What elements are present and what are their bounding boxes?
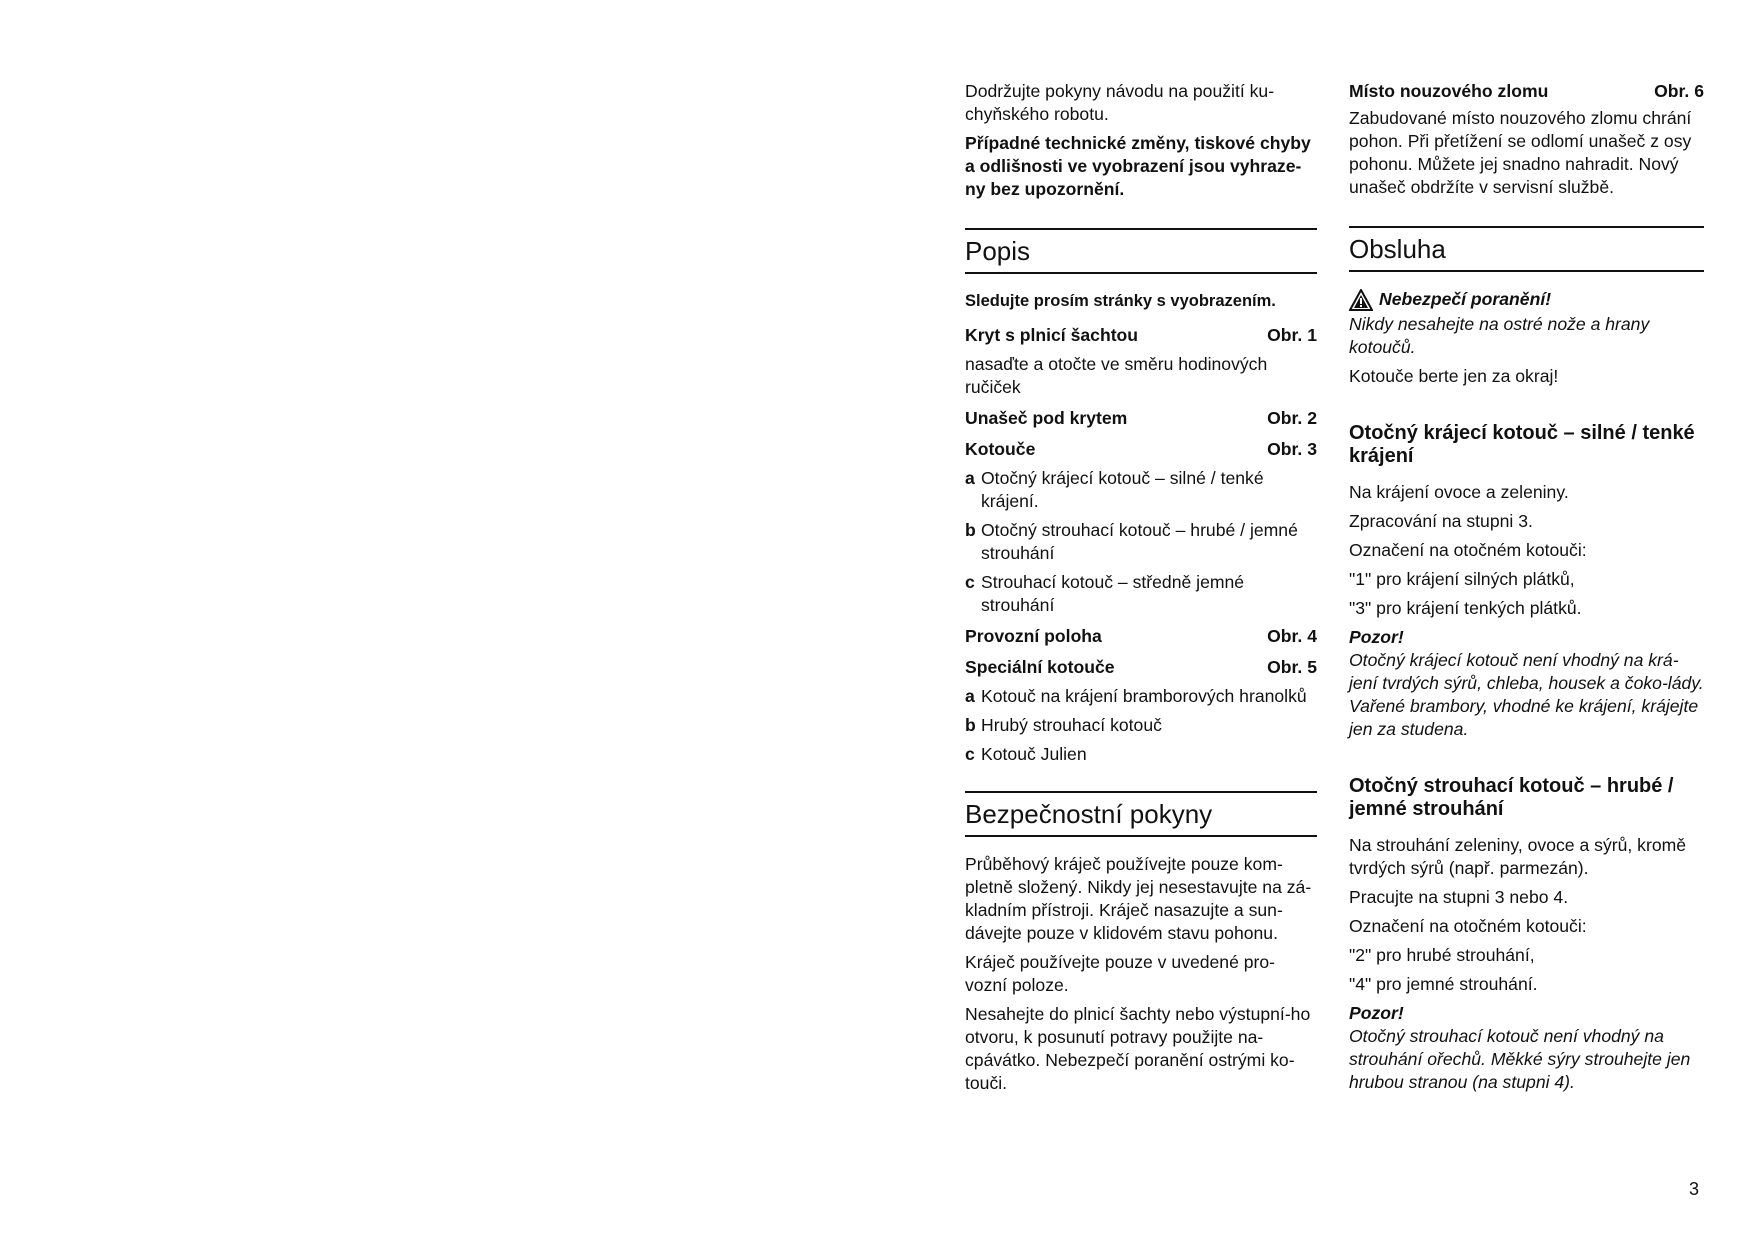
list-item: c Strouhací kotouč – středně jemné strouhání: [965, 572, 1245, 615]
misto-ref: Obr. 6: [1654, 81, 1704, 101]
krajeci-title: Otočný krájecí kotouč – silné / tenké krájení: [1349, 422, 1695, 467]
popis-note: Sledujte prosím stránky s vyobrazením.: [965, 292, 1276, 310]
kryt-ref: Obr. 1: [1267, 325, 1317, 345]
specialni-ref: Obr. 5: [1267, 657, 1317, 677]
text-line: Na strouhání zeleniny, ovoce a sýrů, kromě tvrdých sýrů (např. parmezán).: [1349, 835, 1687, 878]
list-item: a Otočný krájecí kotouč – silné / tenké krájení.: [965, 468, 1264, 511]
kotouce-ref: Obr. 3: [1267, 439, 1317, 459]
popis-heading: [965, 228, 1317, 274]
unasec-row: [965, 407, 1317, 430]
right-column: [1349, 80, 1704, 1094]
warning-title: Nebezpečí poranění!: [1379, 289, 1552, 309]
text-line: Označení na otočném kotouči:: [1349, 540, 1587, 560]
left-column: [965, 80, 1317, 1095]
provozni-label: Provozní poloha: [965, 626, 1102, 646]
pozor-text: Otočný krájecí kotouč není vhodný na krá-jení tvrdých sýrů, chleba, housek a čoko-lády. Vařené brambory, vhodné ke krájení, krájejte jen za studena.: [1349, 650, 1704, 739]
intro-paragraph: Dodržujte pokyny návodu na použití ku-chyňského robotu.: [965, 81, 1275, 124]
unasec-label: Unašeč pod krytem: [965, 408, 1128, 428]
misto-label: Místo nouzového zlomu: [1349, 81, 1549, 101]
kryt-desc: nasaďte a otočte ve směru hodinových ručiček: [965, 354, 1268, 397]
text-line: "2" pro hrubé strouhání,: [1349, 945, 1535, 965]
specialni-label: Speciální kotouče: [965, 657, 1115, 677]
popis-title: Popis: [965, 236, 1031, 266]
kryt-row: [965, 324, 1317, 347]
obsluha-title: Obsluha: [1349, 234, 1446, 264]
provozni-row: [965, 625, 1317, 648]
unasec-ref: Obr. 2: [1267, 408, 1317, 428]
obsluha-heading: [1349, 226, 1704, 272]
warning-text: Nikdy nesahejte na ostré nože a hrany kotoučů.: [1349, 314, 1650, 357]
kryt-label: Kryt s plnicí šachtou: [965, 325, 1139, 345]
strouhaci-title: Otočný strouhací kotouč – hrubé / jemné strouhání: [1349, 775, 1674, 820]
text-line: "3" pro krájení tenkých plátků.: [1349, 598, 1582, 618]
pozor-label: Pozor!: [1349, 1003, 1404, 1023]
text-line: "4" pro jemné strouhání.: [1349, 974, 1538, 994]
provozni-ref: Obr. 4: [1267, 626, 1317, 646]
warning-note: Kotouče berte jen za okraj!: [1349, 366, 1559, 386]
text-line: "1" pro krájení silných plátků,: [1349, 569, 1575, 589]
misto-text: Zabudované místo nouzového zlomu chrání pohon. Při přetížení se odlomí unašeč z osy pohonu. Můžete jej snadno nahradit. Nový unašeč obdržíte v servisní službě.: [1349, 108, 1692, 197]
warning-triangle-icon: [1349, 289, 1373, 311]
bezpecnost-paragraph-3: Nesahejte do plnicí šachty nebo výstupní-ho otvoru, k posunutí potravy použijte na-cpávátko. Nebezpečí poranění ostrými ko-touči.: [965, 1004, 1311, 1093]
warning-row: [1349, 288, 1704, 311]
kotouce-row: [965, 438, 1317, 461]
specialni-row: [965, 656, 1317, 679]
misto-row: [1349, 80, 1704, 103]
text-line: Označení na otočném kotouči:: [1349, 916, 1587, 936]
list-item: c Kotouč Julien: [965, 744, 1087, 764]
kotouce-label: Kotouče: [965, 439, 1036, 459]
page-number: 3: [1689, 1179, 1700, 1199]
bezpecnost-paragraph-2: Kráječ používejte pouze v uvedené pro-vozní poloze.: [965, 952, 1276, 995]
bezpecnost-heading: [965, 791, 1317, 837]
list-item: b Hrubý strouhací kotouč: [965, 715, 1162, 735]
bezpecnost-paragraph-1: Průběhový kráječ používejte pouze kom-pletně složený. Nikdy jej nesestavujte na zá-kladním přístroji. Kráječ nasazujte a sun-dávejte pouze v klidovém stavu pohonu.: [965, 854, 1312, 943]
text-line: Na krájení ovoce a zeleniny.: [1349, 482, 1569, 502]
bezpecnost-title: Bezpečnostní pokyny: [965, 799, 1213, 829]
list-item: a Kotouč na krájení bramborových hranolků: [965, 686, 1307, 706]
disclaimer-paragraph: Případné technické změny, tiskové chyby a odlišnosti ve vyobrazení jsou vyhraze-ny bez upozornění.: [965, 133, 1311, 199]
text-line: Pracujte na stupni 3 nebo 4.: [1349, 887, 1569, 907]
text-line: Zpracování na stupni 3.: [1349, 511, 1533, 531]
list-item: b Otočný strouhací kotouč – hrubé / jemné strouhání: [965, 520, 1298, 563]
pozor-label: Pozor!: [1349, 627, 1404, 647]
pozor-text: Otočný strouhací kotouč není vhodný na strouhání ořechů. Měkké sýry strouhejte jen hrubou stranou (na stupni 4).: [1349, 1026, 1691, 1092]
